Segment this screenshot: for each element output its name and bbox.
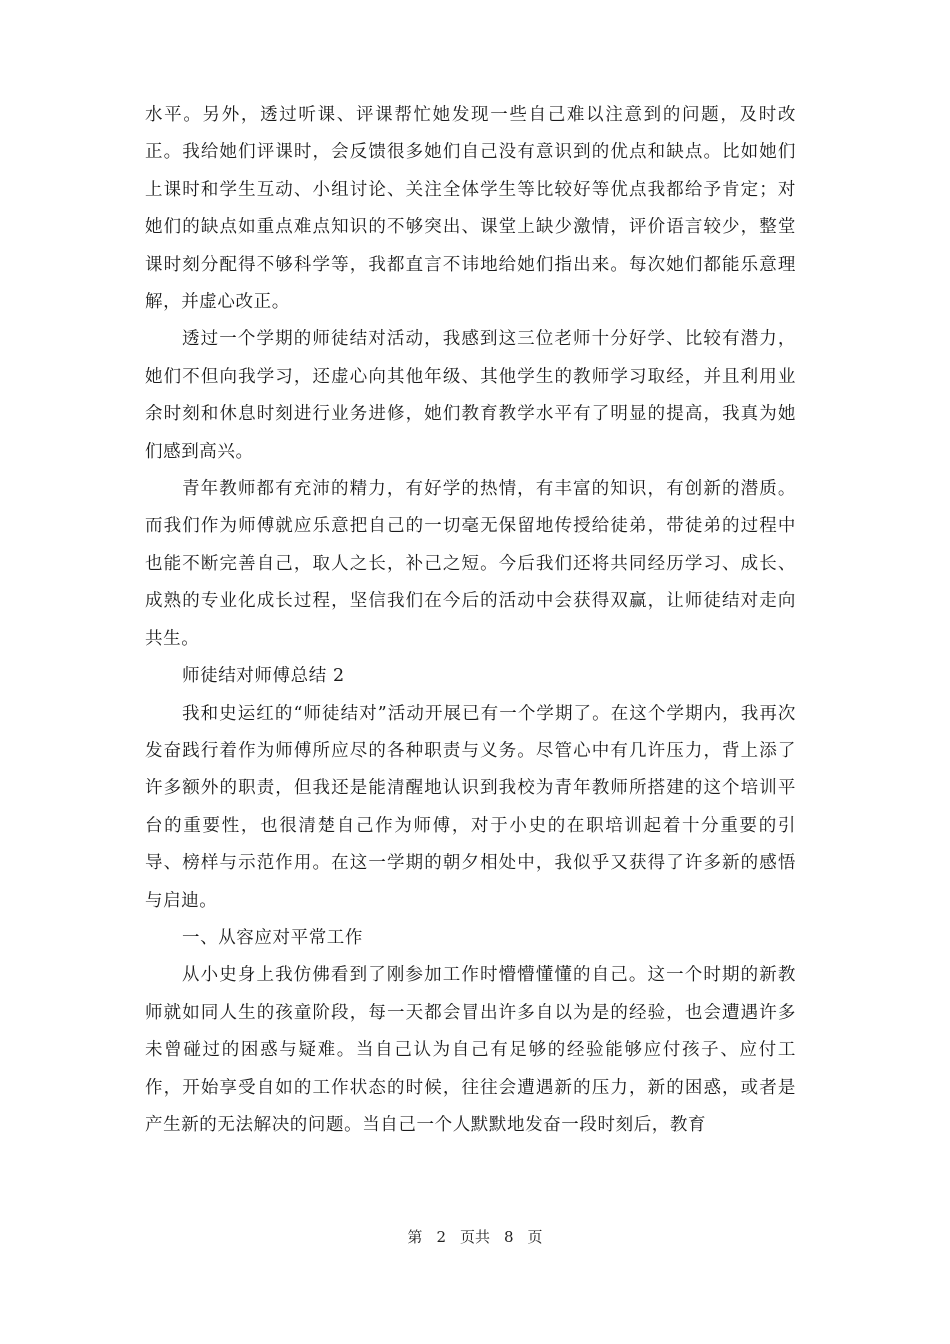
- paragraph-4: 我和史运红的“师徒结对”活动开展已有一个学期了。在这个学期内，我再次发奋践行着作为师傅所应尽的各种职责与义务。尽管心中有几许压力，背上添了许多额外的职责，但我还是能清醒地认识到我校为青年教师所搭建的这个培训平台的重要性，也很清楚自己作为师傅，对于小史的在职培训起着十分重要的引导、榜样与示范作用。在这一学期的朝夕相处中，我似乎又获得了许多新的感悟与启迪。: [145, 703, 796, 911]
- page-footer: [0, 1226, 950, 1247]
- paragraph-1: 水平。另外，透过听课、评课帮忙她发现一些自己难以注意到的问题，及时改正。我给她们评课时，会反馈很多她们自己没有意识到的优点和缺点。比如她们上课时和学生互动、小组讨论、关注全体学生等比较好等优点我都给予肯定；对她们的缺点如重点难点知识的不够突出、课堂上缺少激情，评价语言较少，整堂课时刻分配得不够科学等，我都直言不讳地给她们指出来。每次她们都能乐意理解，并虚心改正。: [145, 105, 796, 313]
- document-body: [145, 97, 796, 1144]
- paragraph-5: 从小史身上我仿佛看到了刚参加工作时懵懵懂懂的自己。这一个时期的新教师就如同人生的孩童阶段，每一天都会冒出许多自以为是的经验，也会遭遇许多未曾碰过的困惑与疑难。当自己认为自己有足够的经验能够应付孩子、应付工作，开始享受自如的工作状态的时候，往往会遭遇新的压力，新的困惑，或者是产生新的无法解决的问题。当自己一个人默默地发奋一段时刻后，教育: [145, 965, 796, 1135]
- footer-middle: 页共: [459, 1228, 490, 1246]
- footer-prefix: 第: [407, 1228, 423, 1246]
- footer-total-pages: 8: [504, 1228, 514, 1246]
- section-heading-summary-2: 师徒结对师傅总结 2: [182, 666, 345, 687]
- paragraph-2: 透过一个学期的师徒结对活动，我感到这三位老师十分好学、比较有潜力，她们不但向我学习，还虚心向其他年级、其他学生的教师学习取经，并且利用业余时刻和休息时刻进行业务进修，她们教育教学水平有了明显的提高，我真为她们感到高兴。: [145, 329, 796, 462]
- subsection-heading-1: 一、从容应对平常工作: [182, 927, 363, 948]
- paragraph-3: 青年教师都有充沛的精力，有好学的热情，有丰富的知识，有创新的潜质。而我们作为师傅就应乐意把自己的一切毫无保留地传授给徒弟，带徒弟的过程中也能不断完善自己，取人之长，补己之短。今后我们还将共同经历学习、成长、成熟的专业化成长过程，坚信我们在今后的活动中会获得双赢，让师徒结对走向共生。: [145, 479, 796, 649]
- footer-current-page: 2: [436, 1228, 446, 1246]
- footer-suffix: 页: [527, 1228, 543, 1246]
